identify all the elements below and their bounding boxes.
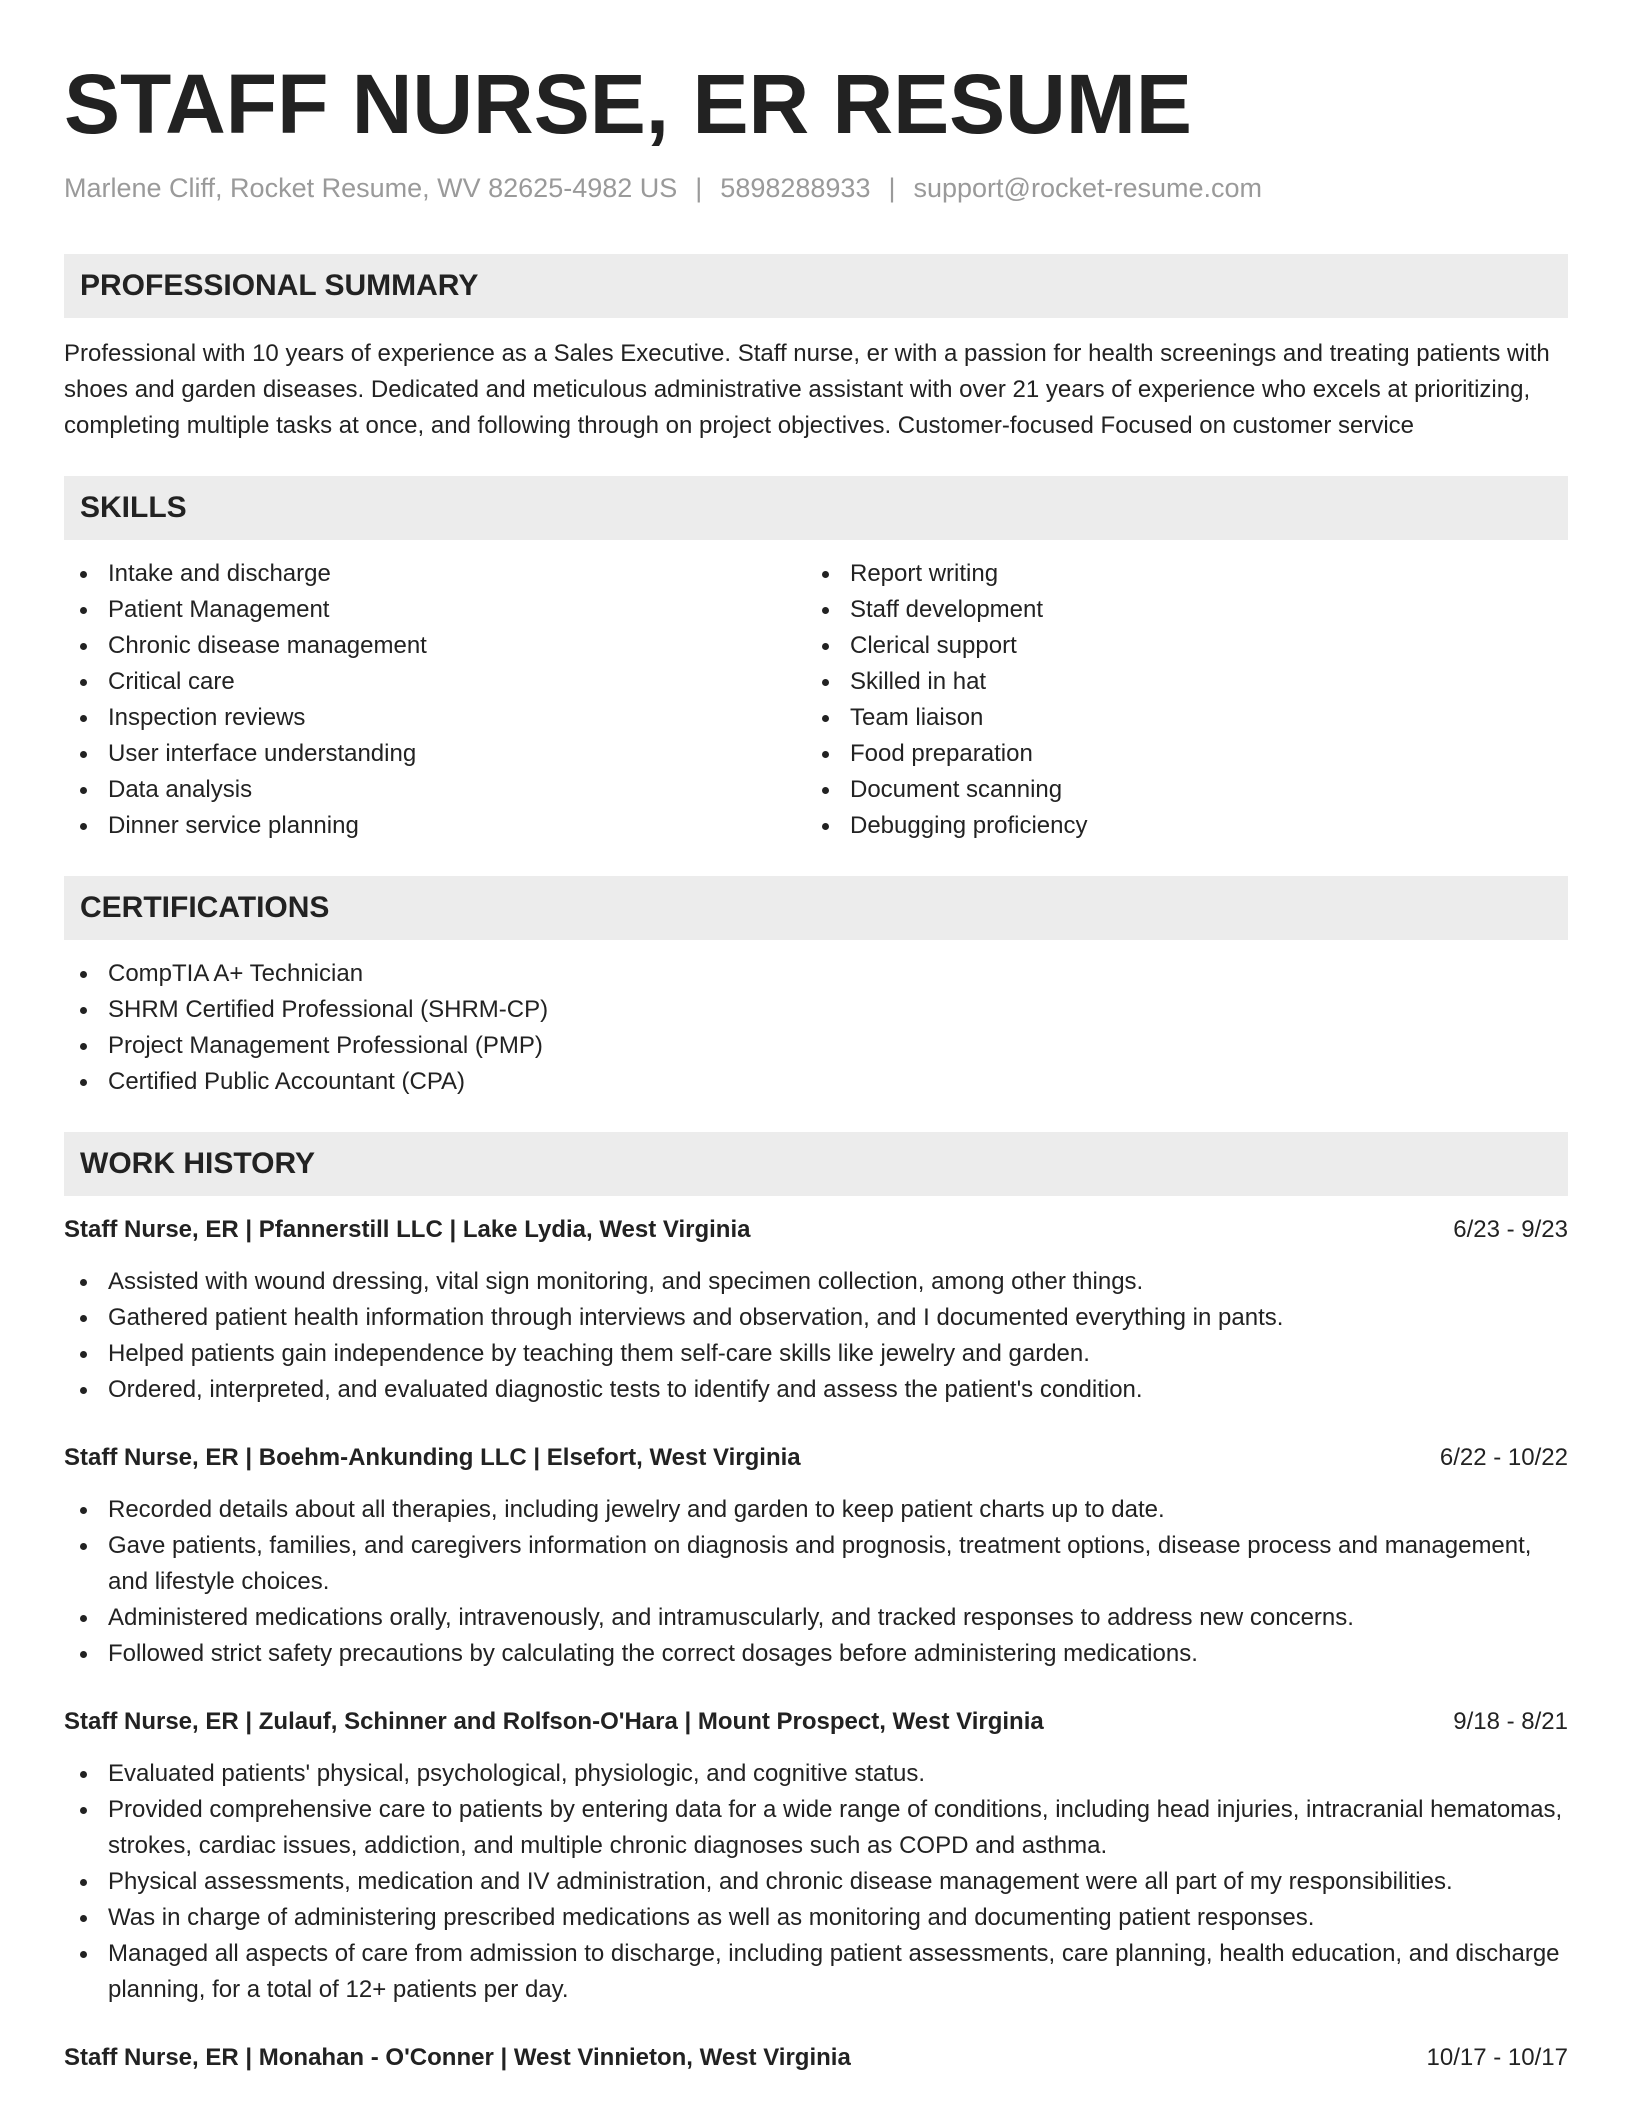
work-history-heading: WORK HISTORY bbox=[64, 1132, 1568, 1196]
job-duty-item: Recorded details about all therapies, including jewelry and garden to keep patient charts up to date. bbox=[64, 1492, 1568, 1528]
skills-heading: SKILLS bbox=[64, 476, 1568, 540]
list-item: SHRM Certified Professional (SHRM-CP) bbox=[64, 992, 1568, 1028]
contact-email[interactable]: support@rocket-resume.com bbox=[913, 173, 1263, 203]
list-item: Intake and discharge bbox=[64, 556, 806, 592]
job-duty-item: Helped patients gain independence by teaching them self-care skills like jewelry and garden. bbox=[64, 1336, 1568, 1372]
list-item: Patient Management bbox=[64, 592, 806, 628]
list-item: User interface understanding bbox=[64, 736, 806, 772]
list-item: Debugging proficiency bbox=[806, 808, 1548, 844]
summary-text: Professional with 10 years of experience as a Sales Executive. Staff nurse, er with a passion for health screenings and treating patients with shoes and garden diseases. Dedicated and meticulous administrative assistant with over 21 years of experience who excels at prioritizing, completing multiple tasks at once, and following through on project objectives. Customer-focused Focused on customer service bbox=[64, 340, 1550, 439]
job-duty-item: Followed strict safety precautions by calculating the correct dosages before administering medications. bbox=[64, 1636, 1568, 1672]
list-item: Chronic disease management bbox=[64, 628, 806, 664]
job-duty-item: Gathered patient health information through interviews and observation, and I documented everything in pants. bbox=[64, 1300, 1568, 1336]
contact-address: Marlene Cliff, Rocket Resume, WV 82625-4982 US bbox=[64, 173, 678, 203]
list-item: Skilled in hat bbox=[806, 664, 1548, 700]
list-item: Team liaison bbox=[806, 700, 1548, 736]
resume-page bbox=[64, 54, 1568, 2076]
job-header bbox=[64, 1212, 1568, 1248]
list-item: Staff development bbox=[806, 592, 1548, 628]
list-item: Dinner service planning bbox=[64, 808, 806, 844]
skills-grid bbox=[64, 556, 1568, 844]
list-item: Food preparation bbox=[806, 736, 1548, 772]
list-item: Certified Public Accountant (CPA) bbox=[64, 1064, 1568, 1100]
job-title: Staff Nurse, ER | Boehm-Ankunding LLC | Elsefort, West Virginia bbox=[64, 1444, 801, 1471]
list-item: Project Management Professional (PMP) bbox=[64, 1028, 1568, 1064]
job-duty-item: Evaluated patients' physical, psychological, physiologic, and cognitive status. bbox=[64, 1756, 1568, 1792]
job-duty-item: Gave patients, families, and caregivers information on diagnosis and prognosis, treatment options, disease process and management, and lifestyle choices. bbox=[64, 1528, 1568, 1600]
contact-phone: 5898288933 bbox=[720, 173, 871, 203]
job-duty-item: Physical assessments, medication and IV administration, and chronic disease management were all part of my responsibilities. bbox=[64, 1864, 1568, 1900]
contact-separator: | bbox=[888, 173, 896, 203]
job-entry bbox=[64, 2040, 1568, 2076]
job-dates: 6/22 - 10/22 bbox=[1439, 1444, 1568, 1471]
job-entry bbox=[64, 1704, 1568, 2008]
job-entry bbox=[64, 1440, 1568, 1672]
job-duties-list bbox=[64, 1492, 1568, 1672]
contact-line bbox=[64, 170, 1568, 206]
job-entry bbox=[64, 1212, 1568, 1408]
skills-right-list bbox=[806, 556, 1548, 844]
work-history-list bbox=[64, 1212, 1568, 2076]
summary-heading: PROFESSIONAL SUMMARY bbox=[64, 254, 1568, 318]
job-title: Staff Nurse, ER | Monahan - O'Conner | West Vinnieton, West Virginia bbox=[64, 2044, 851, 2071]
list-item: Document scanning bbox=[806, 772, 1548, 808]
job-header bbox=[64, 1440, 1568, 1476]
contact-separator: | bbox=[695, 173, 703, 203]
certifications-heading: CERTIFICATIONS bbox=[64, 876, 1568, 940]
certifications-list bbox=[64, 956, 1568, 1100]
list-item: Report writing bbox=[806, 556, 1548, 592]
list-item: Clerical support bbox=[806, 628, 1548, 664]
job-duties-list bbox=[64, 1264, 1568, 1408]
skills-left-list bbox=[64, 556, 806, 844]
job-header bbox=[64, 1704, 1568, 1740]
job-duty-item: Administered medications orally, intravenously, and intramuscularly, and tracked responses to address new concerns. bbox=[64, 1600, 1568, 1636]
job-duty-item: Provided comprehensive care to patients by entering data for a wide range of conditions, including head injuries, intracranial hematomas, strokes, cardiac issues, addiction, and multiple chronic diagnoses such as COPD and asthma. bbox=[64, 1792, 1568, 1864]
job-duty-item: Ordered, interpreted, and evaluated diagnostic tests to identify and assess the patient's condition. bbox=[64, 1372, 1568, 1408]
list-item: Data analysis bbox=[64, 772, 806, 808]
job-duty-item: Assisted with wound dressing, vital sign monitoring, and specimen collection, among other things. bbox=[64, 1264, 1568, 1300]
job-title: Staff Nurse, ER | Zulauf, Schinner and Rolfson-O'Hara | Mount Prospect, West Virginia bbox=[64, 1708, 1044, 1735]
job-duty-item: Managed all aspects of care from admission to discharge, including patient assessments, care planning, health education, and discharge planning, for a total of 12+ patients per day. bbox=[64, 1936, 1568, 2008]
list-item: Inspection reviews bbox=[64, 700, 806, 736]
list-item: Critical care bbox=[64, 664, 806, 700]
job-dates: 9/18 - 8/21 bbox=[1453, 1708, 1568, 1735]
job-dates: 6/23 - 9/23 bbox=[1453, 1216, 1568, 1243]
job-header bbox=[64, 2040, 1568, 2076]
job-duty-item: Was in charge of administering prescribed medications as well as monitoring and documenting patient responses. bbox=[64, 1900, 1568, 1936]
job-duties-list bbox=[64, 1756, 1568, 2008]
job-title: Staff Nurse, ER | Pfannerstill LLC | Lake Lydia, West Virginia bbox=[64, 1216, 751, 1243]
resume-title: STAFF NURSE, ER RESUME bbox=[64, 57, 1192, 151]
list-item: CompTIA A+ Technician bbox=[64, 956, 1568, 992]
job-dates: 10/17 - 10/17 bbox=[1426, 2044, 1568, 2071]
